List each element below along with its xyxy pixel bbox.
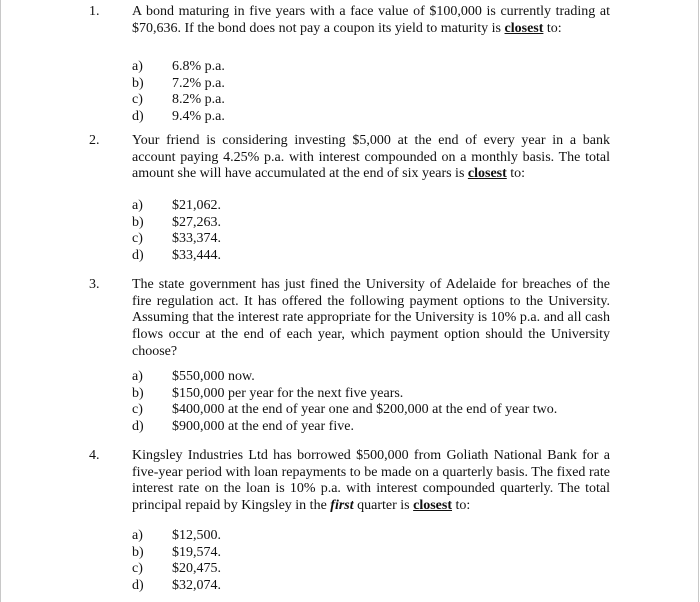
question-number: 4. — [89, 448, 100, 463]
question-stem: A bond maturing in five years with a face value of $100,000 is currently trading at $70,636. If the bond does not pay a coupon its yield to maturity is closest to: — [132, 4, 610, 36]
question-stem: Kingsley Industries Ltd has borrowed $500,000 from Goliath National Bank for a five-year period with loan repayments to be made on a quarterly basis. The fixed rate interest rate on the loan is 10% p.a. with interest compounded quarterly. The total principal repaid by Kingsley in the first quarter is closest to: — [132, 448, 610, 514]
right-page-edge — [698, 0, 699, 602]
emphasis-closest: closest — [413, 498, 453, 514]
question-stem: The state government has just fined the University of Adelaide for breaches of the fire regulation act. It has offered the following payment options to the University. Assuming that the interest rate appropriate for the University is 10% p.a. and all cash flows occur at the end of each year, which payment option should the University choose? — [132, 277, 610, 359]
document-page: 1. A bond maturing in five years with a face value of $100,000 is currently trading at $70,636. If the bond does not pay a coupon its yield to maturity is closest to: a) 6.8% p.a. b) 7.2% p.a. c) 8.2% p.a. d) 9.4% p.a. 2. Your friend is considering investing $5,000 at the end of every year in a bank account paying 4.25% p.a. with interest compounded on a monthly basis. The total amount she will have accumulated at the end of six years is closest to: a) $21,062. b) $27,263. c) $33,374. d) $33,444. 3. The state government has just fined the University of Adelaide for breaches of the fire regulation act. It has offered the following payment options to the University. Assuming that the interest rate appropriate for the University is 10% p.a. and all cash flows occur at the end of each year, which payment option should the University choose? a) $550,000 now. b) $150,000 per year for the next five years. c) $400,000 at the end of year one and $200,000 at the end of year two. d) $900,000 at the end of year five. 4. Kingsley Industries Ltd has borrowed $500,000 from Goliath National Bank for a five-year period with loan repayments to be made on a quarterly basis. The fixed rate interest rate on the loan is 10% p.a. with interest compounded quarterly. The total principal repaid by Kingsley in the first quarter is closest to: a) $12,500. b) $19,574. c) $20,475. d) $32,074. — [0, 0, 700, 602]
left-page-edge — [0, 0, 1, 602]
question-number: 2. — [89, 133, 100, 148]
emphasis-first: first — [330, 498, 354, 514]
question-number: 1. — [89, 4, 100, 19]
emphasis-closest: closest — [504, 20, 544, 36]
emphasis-closest: closest — [467, 166, 507, 182]
question-number: 3. — [89, 277, 100, 292]
question-stem: Your friend is considering investing $5,000 at the end of every year in a bank account paying 4.25% p.a. with interest compounded on a monthly basis. The total amount she will have accumulated at the end of six years is closest to: — [132, 133, 610, 182]
